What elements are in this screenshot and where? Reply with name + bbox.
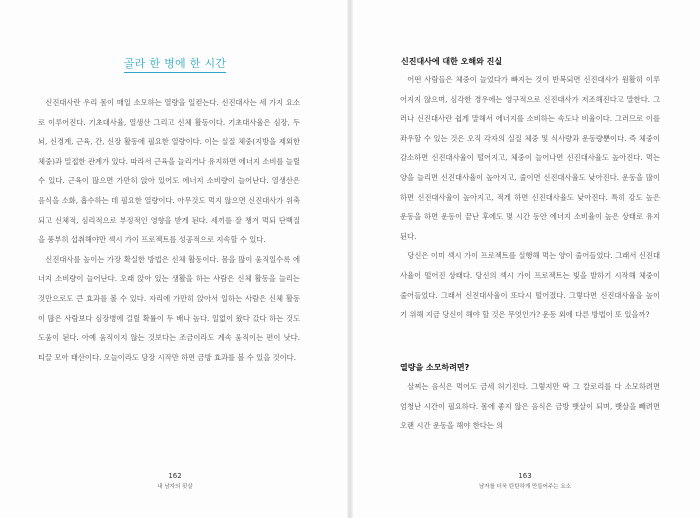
paragraph: 당신은 이미 섹시 가이 프로젝트를 실행해 먹는 양이 줄어들었다. 그래서 신진대사율이 떨어진 상태다. 당신의 섹시 가이 프로젝트는 빛을 발하기 시작해 체중이 줄어들었다. 그래서 신진대사율이 또다시 떨어졌다. 그렇다면 신진대사율을 높이기 위해 지금 당신이 해야 할 것은 무엇인가? 운동 외에 다른 방법이 또 있을까?	[400, 251, 660, 320]
paragraph: 신진대사란 우리 몸이 매일 소모하는 열량을 일컫는다. 신진대사는 세 가지 요소로 이루어진다. 기초대사율, 열생산 그리고 신체 활동이다. 기초대사율은 심장, 두뇌, 신경계, 근육, 간, 신장 활동에 필요한 열량이다. 이는 실질 체중(지방을 제외한 체중)과 밀접한 관계가 있다. 따라서 근육을 늘리거나 유지하면 에너지 소비를 늘릴 수 있다. 근육이 많으면 가만히 앉아 있어도 에너지 소비량이 늘어난다. 열생산은 음식을 소화, 흡수하는 데 필요한 열량이다. 아무것도 먹지 않으면 신진대사가 위축되고 신체적, 심리적으로 부정적인 영향을 받게 된다. 세끼를 잘 챙겨 먹되 단백질을 풍부히 섭취해야만 섹시 가이 프로젝트를 성공적으로 지속할 수 있다.	[38, 98, 300, 245]
right-page	[350, 0, 700, 518]
right-body-text-1	[400, 70, 660, 325]
section-heading: 열량을 소모하려면?	[400, 363, 470, 372]
left-body-text	[38, 93, 300, 367]
page-number: 162	[168, 472, 182, 480]
left-folio	[0, 472, 350, 490]
page-number: 163	[518, 472, 532, 480]
right-body-text-2	[400, 377, 660, 436]
paragraph: 신진대사를 높이는 가장 확실한 방법은 신체 활동이다. 몸을 많이 움직일수록 에너지 소비량이 늘어난다. 오래 앉아 있는 생활을 하는 사람은 신체 활동을 늘리는 것만으로도 큰 효과를 볼 수 있다. 자리에 가만히 앉아서 일하는 사람은 신체 활동이 많은 사람보다 심장병에 걸릴 확률이 두 배나 높다. 일없이 왔다 갔다 하는 것도 도움이 된다. 아예 움직이지 않는 것보다는 조금이라도 계속 움직이는 편이 낫다. 티끌 모아 태산이다. 오늘이라도 당장 시작만 하면 금방 효과를 볼 수 있을 것이다.	[38, 254, 300, 362]
running-title: 내 남자의 핏살	[157, 484, 193, 490]
section-heading: 신진대사에 대한 오해와 진실	[401, 57, 503, 66]
paragraph: 살찌는 음식은 먹어도 금세 허기진다. 그렇지만 딱 그 칼로리를 다 소모하려면 엄청난 시간이 필요하다. 몸에 좋지 않은 음식은 금방 뱃살이 되며, 뱃살을 빼려면 오랜 시간 운동을 해야 한다는 의	[400, 382, 660, 431]
chapter-title: 골라 한 병에 한 시간	[0, 55, 350, 71]
running-title: 남자를 더욱 탄탄하게 만들어주는 요소	[478, 484, 571, 490]
right-folio	[350, 472, 700, 490]
paragraph: 어떤 사람들은 체중이 늘었다가 빠지는 것이 반복되면 신진대사가 원활히 이루어지지 않으며, 심각한 경우에는 영구적으로 신진대사가 저조해진다고 말한다. 그러나 신진대사란 쉽게 말해서 에너지를 소비하는 속도나 비율이다. 그러므로 이를 좌우할 수 있는 것은 오직 각자의 실질 체중 및 식사량과 운동량뿐이다. 즉 체중이 감소하면 신진대사율이 떨어지고, 체중이 늘어나면 신진대사율도 높아진다. 먹는 양을 늘리면 신진대사율이 높아지고, 줄이면 신진대사율도 낮아진다. 운동을 많이 하면 신진대사율이 높아지고, 적게 하면 신진대사율도 낮아진다. 특히 강도 높은 운동을 하면 운동이 끝난 후에도 몇 시간 동안 에너지 소비율이 높은 상태로 유지된다.	[400, 75, 660, 241]
